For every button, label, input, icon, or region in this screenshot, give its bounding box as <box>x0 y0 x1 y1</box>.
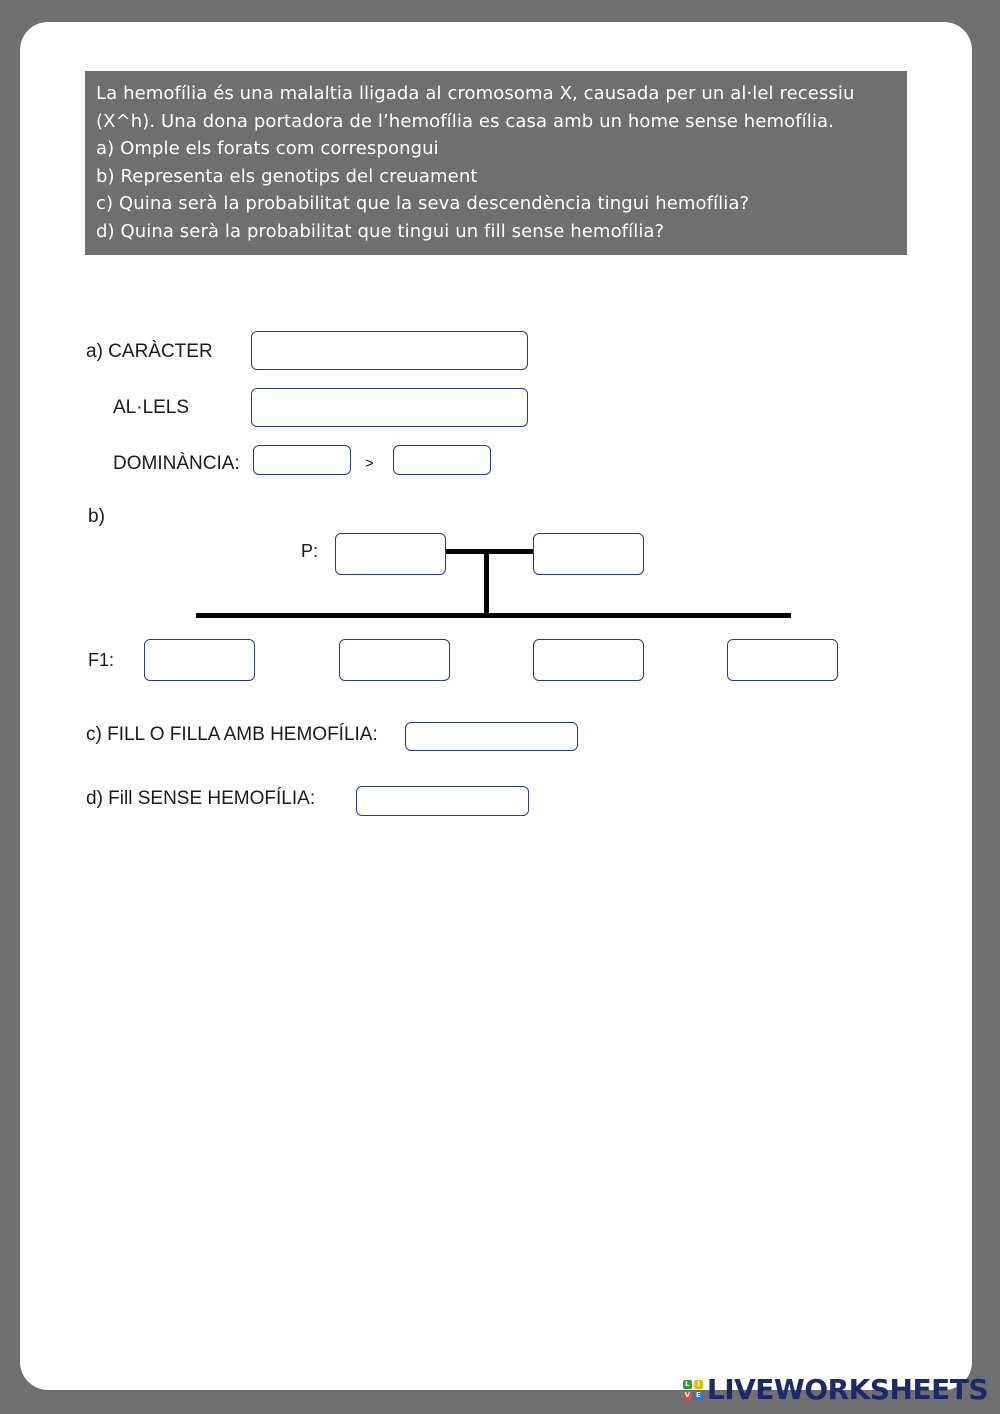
logo-tile: I <box>694 1380 703 1389</box>
f1-label: F1: <box>88 650 115 670</box>
logo-tile: L <box>683 1380 692 1389</box>
logo-tile: E <box>694 1391 703 1400</box>
instructions-box <box>85 71 907 255</box>
f1-offspring-2-input[interactable] <box>339 639 450 681</box>
greater-than-sign: > <box>365 455 374 472</box>
offspring-line <box>196 613 791 618</box>
instruction-line: c) Quina serà la probabilitat que la seva descendència tingui hemofília? <box>96 193 750 215</box>
logo-tile: V <box>684 1390 691 1399</box>
f1-offspring-4-input[interactable] <box>727 639 838 681</box>
recessive-allele-input[interactable] <box>393 445 491 475</box>
parents-label: P: <box>301 541 319 561</box>
healthy-son-probability-input[interactable] <box>356 786 529 816</box>
logo-text: LIVEWORKSHEETS <box>706 1373 988 1406</box>
f1-offspring-3-input[interactable] <box>533 639 644 681</box>
section-b-label: b) <box>88 506 105 527</box>
instruction-line: (X^h). Una dona portadora de l’hemofília es casa amb un home sense hemofília. <box>96 110 834 132</box>
descent-line <box>484 549 489 617</box>
alleles-input[interactable] <box>251 388 528 427</box>
alleles-label: AL·LELS <box>113 397 190 418</box>
hemophilia-probability-input[interactable] <box>405 722 578 751</box>
caracter-input[interactable] <box>251 331 528 370</box>
f1-offspring-1-input[interactable] <box>144 639 255 681</box>
logo-mark-icon <box>683 1380 703 1400</box>
marriage-line <box>446 549 533 554</box>
caracter-label: a) CARÀCTER <box>86 341 213 362</box>
instruction-line: a) Omple els forats com correspongui <box>96 138 439 160</box>
section-d-label: d) Fill SENSE HEMOFÍLIA: <box>86 788 316 809</box>
instruction-line: d) Quina serà la probabilitat que tingui un fill sense hemofília? <box>96 220 665 242</box>
dominance-label: DOMINÀNCIA: <box>113 453 240 474</box>
dominant-allele-input[interactable] <box>253 445 351 475</box>
parent-father-input[interactable] <box>533 533 644 575</box>
instruction-line: La hemofília és una malaltia lligada al cromosoma X, causada per un al·lel recessiu <box>96 83 855 104</box>
liveworksheets-logo <box>683 1373 988 1406</box>
section-c-label: c) FILL O FILLA AMB HEMOFÍLIA: <box>86 724 378 745</box>
parent-mother-input[interactable] <box>335 533 446 575</box>
instruction-line: b) Representa els genotips del creuament <box>96 165 478 187</box>
